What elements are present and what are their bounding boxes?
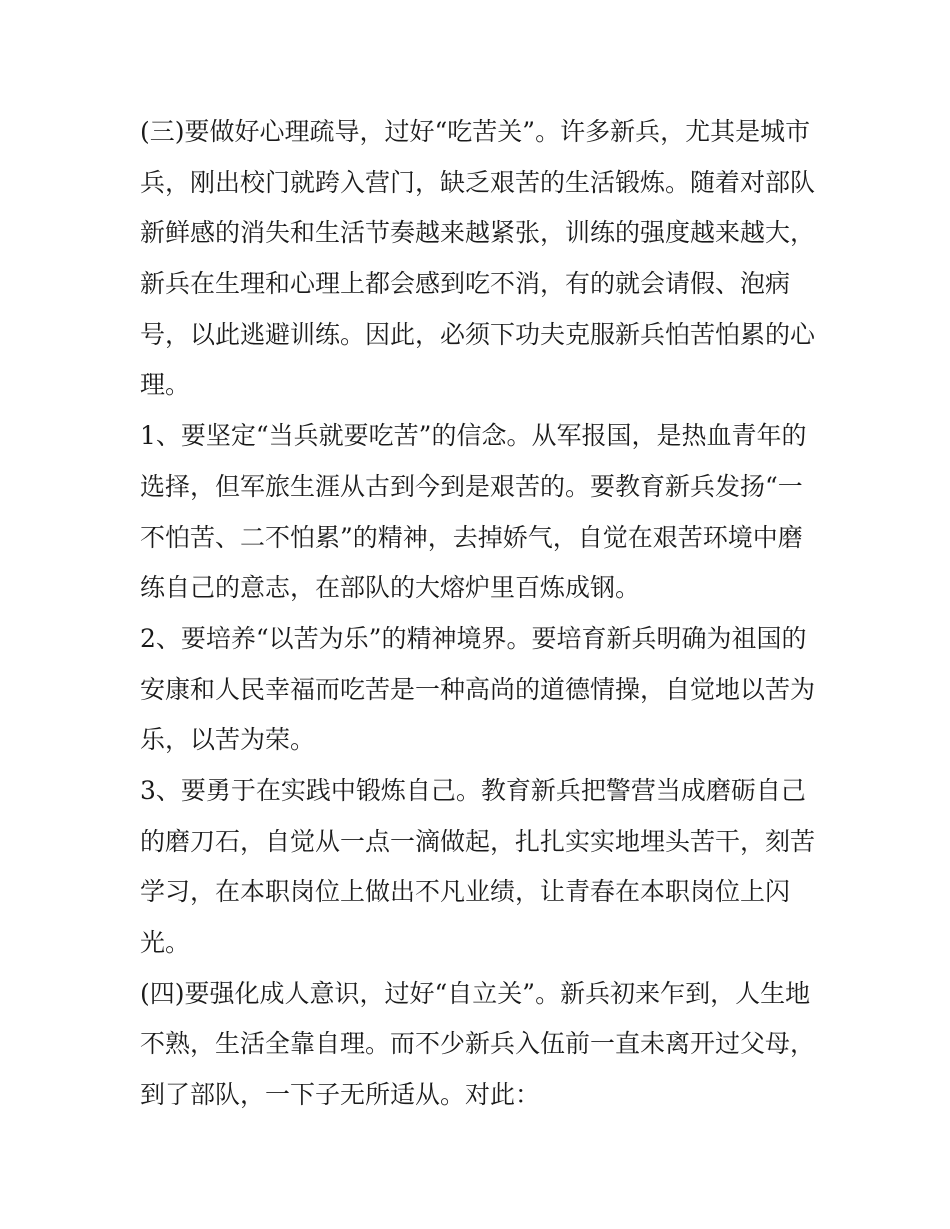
text-line: (三)要做好心理疏导，过好“吃苦关”。许多新兵，尤其是城市 xyxy=(140,117,811,146)
text-line: 2、要培养“以苦为乐”的精神境界。要培育新兵明确为祖国的 xyxy=(140,623,807,653)
text-line: 1、要坚定“当兵就要吃苦”的信念。从军报国，是热血青年的 xyxy=(140,421,807,451)
text-line: 新兵在生理和心理上都会感到吃不消，有的就会请假、泡病 xyxy=(140,269,791,299)
text-line: 的磨刀石，自觉从一点一滴做起，扎扎实实地埋头苦干，刻苦 xyxy=(140,826,816,856)
text-line: 光。 xyxy=(140,928,191,957)
text-line: 练自己的意志，在部队的大熔炉里百炼成钢。 xyxy=(140,573,641,603)
text-line: 安康和人民幸福而吃苦是一种高尚的道德情操，自觉地以苦为 xyxy=(140,674,816,704)
text-line: 不怕苦、二不怕累”的精神，去掉娇气，自觉在艰苦环境中磨 xyxy=(140,522,803,552)
text-line: 新鲜感的消失和生活节奏越来越紧张，训练的强度越来越大， xyxy=(140,218,816,248)
document-body xyxy=(140,107,830,1121)
text-line: 兵，刚出校门就跨入营门，缺乏艰苦的生活锻炼。随着对部队 xyxy=(140,167,816,197)
text-line: 学习，在本职岗位上做出不凡业绩，让青春在本职岗位上闪 xyxy=(140,877,791,907)
text-line: (四)要强化成人意识，过好“自立关”。新兵初来乍到，人生地 xyxy=(140,978,811,1008)
text-line: 3、要勇于在实践中锻炼自己。教育新兵把警营当成磨砺自己 xyxy=(140,775,806,805)
text-line: 不熟，生活全靠自理。而不少新兵入伍前一直未离开过父母， xyxy=(140,1029,816,1059)
text-line: 理。 xyxy=(140,370,191,400)
text-line: 号，以此逃避训练。因此，必须下功夫克服新兵怕苦怕累的心 xyxy=(140,319,816,349)
text-line: 到了部队，一下子无所适从。对此： xyxy=(140,1080,541,1110)
text-line: 乐，以苦为荣。 xyxy=(140,725,316,755)
text-line: 选择，但军旅生涯从古到今到是艰苦的。要教育新兵发扬“一 xyxy=(140,471,803,501)
